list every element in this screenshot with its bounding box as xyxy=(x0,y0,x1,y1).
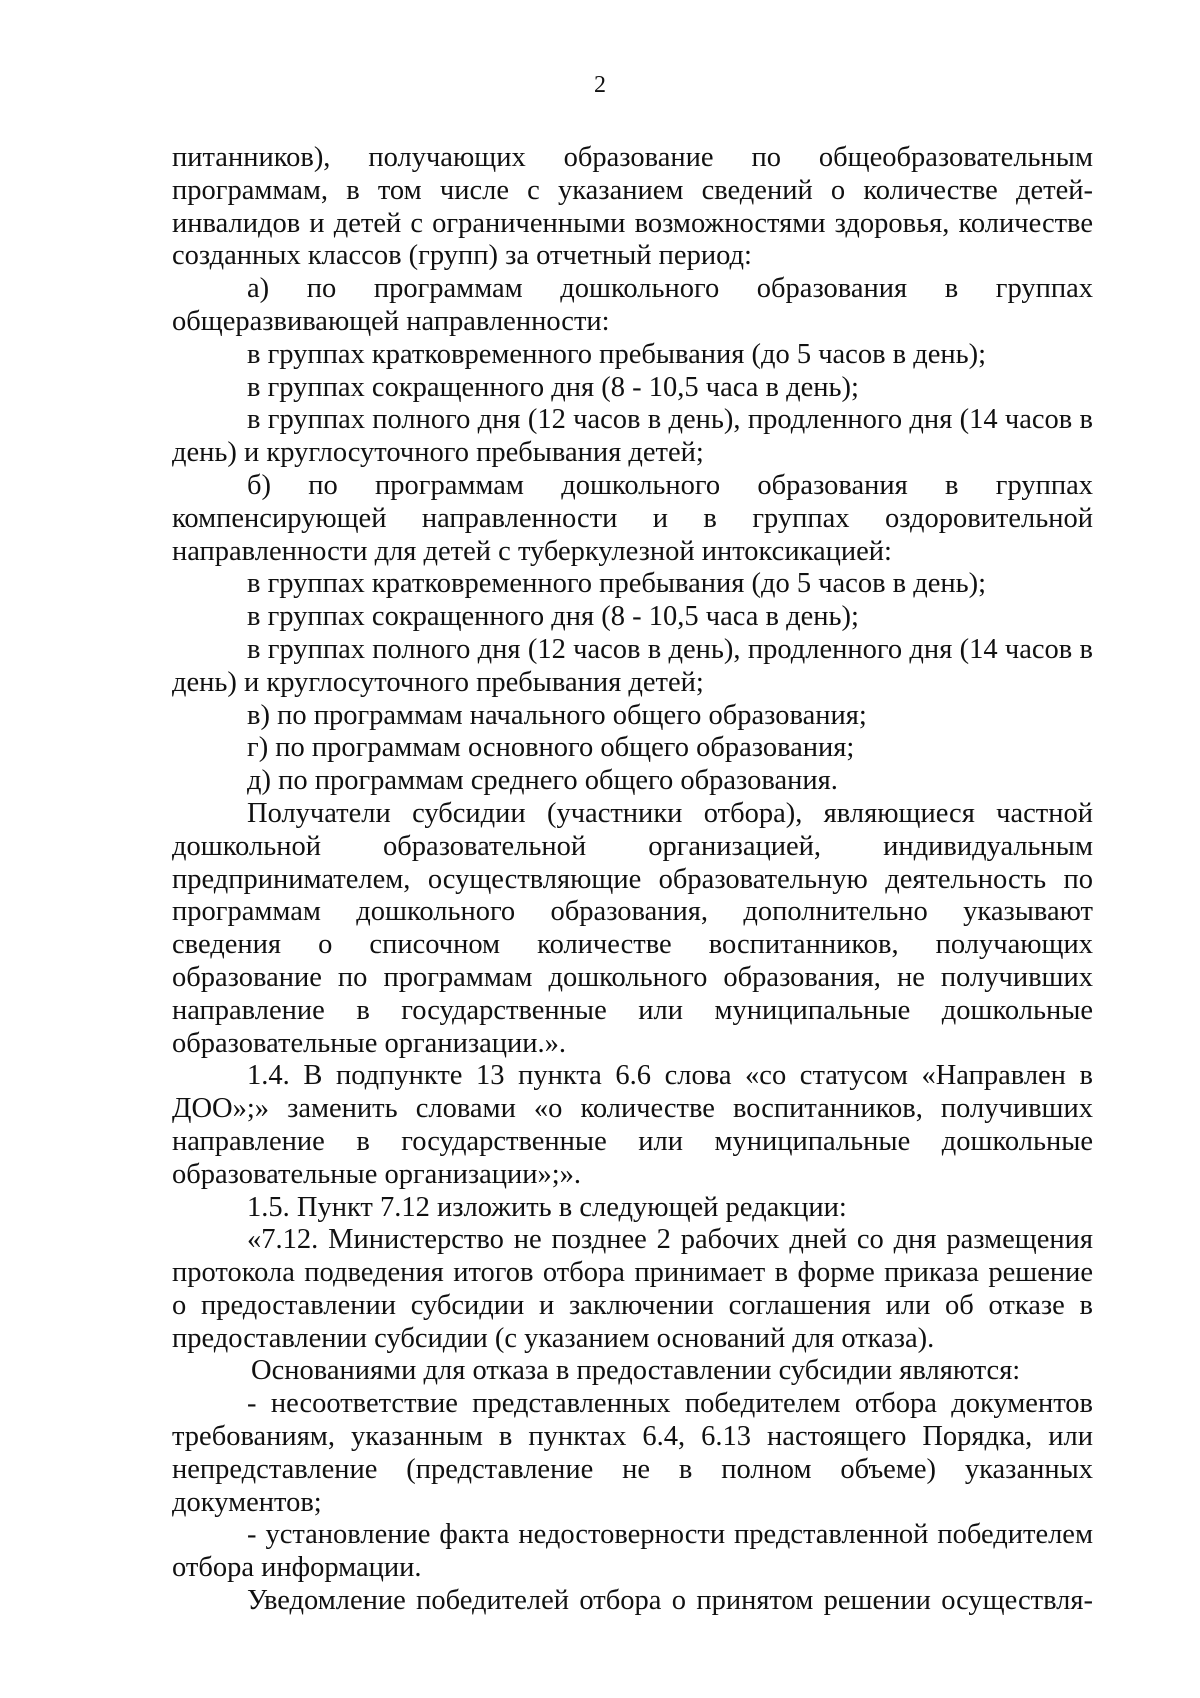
document-body xyxy=(172,142,1093,1618)
paragraph-recipients: Получатели субсидии (участники отбора), являющиеся частной дошкольной образовательной организацией, индивидуальным предпринимателем, осуществляющие образовательную деятельность по программам дошкольного образования, дополнительно указывают сведения о списочном количестве воспитанников, получающих образование по программам дошкольного образования, не получивших направление в государственные или муниципальные дошкольные образовательные организации.». xyxy=(172,797,1093,1059)
page-number: 2 xyxy=(594,72,606,98)
paragraph-subitem: в группах полного дня (12 часов в день), продленного дня (14 часов в день) и круглосуточного пребывания детей; xyxy=(172,404,1093,469)
paragraph-list-item-v: в) по программам начального общего образования; xyxy=(247,699,867,731)
paragraph-list-item-g: г) по программам основного общего образования; xyxy=(247,732,855,764)
paragraph-subitem: в группах полного дня (12 часов в день), продленного дня (14 часов в день) и круглосуточного пребывания детей; xyxy=(172,633,1093,698)
paragraph-refusal-grounds: Основаниями для отказа в предоставлении субсидии являются: xyxy=(251,1355,1021,1387)
paragraph-subitem: в группах сокращенного дня (8 - 10,5 часа в день); xyxy=(247,601,859,633)
paragraph-clause-1-4: 1.4. В подпункте 13 пункта 6.6 слова «со статусом «Направлен в ДОО»;» заменить словами «о количестве воспитанников, получивших направление в государственные или муниципальные дошкольные образовательные организации»;». xyxy=(172,1060,1093,1190)
paragraph-clause-1-5: 1.5. Пункт 7.12 изложить в следующей редакции: xyxy=(247,1191,847,1223)
paragraph-clause-7-12: «7.12. Министерство не позднее 2 рабочих дней со дня размещения протокола подведения итогов отбора принимает в форме приказа решение о предоставлении субсидии и заключении соглашения или об отказе в предоставлении субсидии (с указанием оснований для отказа). xyxy=(172,1224,1093,1354)
paragraph-notification: Уведомление победителей отбора о принятом решении осуществля- xyxy=(247,1585,1093,1617)
paragraph-subitem: в группах кратковременного пребывания (до 5 часов в день); xyxy=(247,338,987,370)
paragraph-list-item-b: б) по программам дошкольного образования в группах компенсирующей направленности и в группах оздоровительной направленности для детей с туберкулезной интоксикацией: xyxy=(172,469,1093,567)
paragraph-refusal-ground-2: - установление факта недостоверности представленной победителем отбора информации. xyxy=(172,1519,1093,1584)
paragraph-subitem: в группах сокращенного дня (8 - 10,5 часа в день); xyxy=(247,371,859,403)
paragraph-subitem: в группах кратковременного пребывания (до 5 часов в день); xyxy=(247,568,987,600)
paragraph-list-item-a: а) по программам дошкольного образования в группах общеразвивающей направленности: xyxy=(172,273,1093,337)
paragraph-refusal-ground-1: - несоответствие представленных победителем отбора документов требованиям, указанным в пунктах 6.4, 6.13 настоящего Порядка, или непредставление (представление не в полном объеме) указанных документов; xyxy=(172,1388,1093,1518)
paragraph-continuation: питанников), получающих образование по общеобразовательным программам, в том числе с указанием сведений о количестве детей-инвалидов и детей с ограниченными возможностями здоровья, количестве созданных классов (групп) за отчетный период: xyxy=(172,142,1093,272)
paragraph-list-item-d: д) по программам среднего общего образования. xyxy=(247,765,838,797)
